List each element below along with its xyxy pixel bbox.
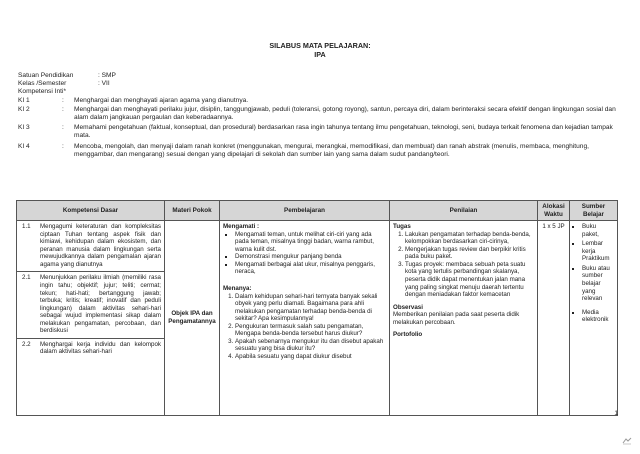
materi-text: Objek IPA dan Pengamatannya (168, 310, 216, 325)
ki-1: KI 1 : Menghargai dan menghayati ajaran agama yang dianutnya. (18, 97, 630, 105)
header-materi-pokok: Materi Pokok (165, 201, 220, 221)
list-item: ▪ Demonstrasi mengukur panjang benda (235, 253, 386, 261)
materi-pokok-cell (165, 221, 220, 416)
ki-code: KI 4 (18, 143, 30, 150)
header-penilaian: Penilaian (390, 201, 538, 221)
list-item: ▪ Buku paket, (582, 223, 614, 238)
satuan-pendidikan-row (18, 72, 116, 80)
ki-text: Memahami pengetahuan (faktual, konseptual, dan prosedural) berdasarkan rasa ingin tahunya tentang ilmu pengetahuan, teknologi, seni, budaya terkait fenomena dan kejadian tampak mata. (74, 124, 613, 140)
kd-item (20, 341, 161, 356)
header-kompetensi-dasar: Kompetensi Dasar (17, 201, 165, 221)
alokasi-waktu-cell (538, 221, 570, 416)
kd-divider (17, 271, 164, 272)
observasi-title: Observasi (393, 303, 423, 311)
header-pembelajaran: Pembelajaran (220, 201, 390, 221)
menanya-list (223, 293, 386, 361)
kompetensi-dasar-cell (17, 221, 165, 416)
ki-2: KI 2 : Menghargai dan menghayati perilaku jujur, disiplin, tanggungjawab, peduli (toleransi, gotong royong), santun, percaya diri, dalam berinteraksi secara efektif dengan lingkungan sosial dan alam dalam jangkauan pergaulan dan keberadaannya. (18, 106, 630, 122)
ki-code: KI 3 (18, 124, 30, 131)
observasi-text: Memberikan penilaian pada saat peserta didik melakukan percobaan. (393, 311, 520, 326)
sumber-belajar-cell (570, 221, 618, 416)
satuan-label: Satuan Pendidikan (18, 72, 74, 79)
list-item: 1. Lakukan pengamatan terhadap benda-benda, kelompokkan berdasarkan ciri-cirinya, (405, 231, 534, 246)
table-header-row (17, 201, 618, 221)
kd-number: 1.1 (22, 223, 31, 230)
ki-text: Menghargai dan menghayati perilaku jujur, disiplin, tanggungjawab, peduli (toleransi, gotong royong), santun, percaya diri, dalam berinteraksi secara efektif dengan lingkungan sosial dan alam dalam jangkauan pergaulan dan keberadaannya. (74, 106, 616, 122)
kd-item (20, 274, 161, 335)
ki-3: KI 3 : Memahami pengetahuan (faktual, konseptual, dan prosedural) berdasarkan rasa ingin tahunya tentang ilmu pengetahuan, teknologi, seni, budaya terkait fenomena dan kejadian tampak mata. (18, 124, 630, 140)
menanya-title: Menanya: (223, 284, 252, 292)
list-item: ▪ Mengamati teman, untuk melihat ciri-ciri yang ada pada teman, misalnya tinggi badan, warna rambut, warna kulit dst. (235, 231, 386, 254)
tugas-list (393, 231, 534, 299)
mengamati-title: Mengamati : (223, 223, 260, 230)
ki-code: KI 1 (18, 97, 30, 104)
sumber-list (573, 223, 614, 324)
satuan-value: : SMP (98, 72, 116, 79)
table-row (17, 221, 618, 416)
penilaian-cell (390, 221, 538, 416)
ki-code: KI 2 (18, 106, 30, 113)
kelas-label: Kelas /Semester (18, 80, 67, 87)
kd-text: Mengagumi keteraturan dan kompleksitas ciptaan Tuhan tentang aspek fisik dan kimiawi, kehidupan dalam ekosistem, dan peranan manusia dalam lingkungan serta mewujudkannya dalam pengamalan ajaran agama yang dianutnya (40, 223, 161, 268)
pembelajaran-cell (220, 221, 390, 416)
kd-divider (17, 338, 164, 339)
kompetensi-inti-heading: Kompetensi Inti* (18, 88, 67, 95)
title-line-1: SILABUS MATA PELAJARAN: (269, 41, 371, 50)
ki-text: Mencoba, mengolah, dan menyaji dalam ranah konkret (menggunakan, mengurai, merangkai, memodifikasi, dan membuat) dan ranah abstrak (menulis, membaca, menghitung, menggambar, dan mengarang) sesuai dengan yang dipelajari di sekolah dan sumber lain yang sama dalam sudut pandang/teori. (74, 143, 589, 159)
page-turn-icon[interactable] (622, 437, 632, 445)
kd-text: Menunjukkan perilaku ilmiah (memiliki rasa ingin tahu; objektif; jujur; teliti; cermat; tekun; hati-hati; bertanggung jawab; terbuka; kritis; kreatif; inovatif dan peduli lingkungan) dalam aktivitas sehari-hari sebagai wujud implementasi sikap dalam melakukan pengamatan, percobaan, dan berdiskusi (40, 274, 161, 335)
kelas-value: : VII (98, 80, 110, 87)
kd-text: Menghargai kerja individu dan kelompok dalam aktivitas sehari-hari (40, 340, 161, 356)
kelas-semester-row (18, 80, 110, 88)
kd-item (20, 223, 161, 268)
header-sumber-belajar: Sumber Belajar (570, 201, 618, 221)
kd-number: 2.1 (22, 274, 31, 282)
list-item: 2. Mengerjakan tugas review dan berpikir kritis pada buku paket. (405, 246, 534, 261)
list-item: 4. Apabila sesuatu yang dapat diukur disebut (235, 353, 386, 361)
header-alokasi-waktu: Alokasi Waktu (538, 201, 570, 221)
title-line-2: IPA (314, 49, 326, 59)
list-item: 3. Tugas proyek: membaca sebuah peta suatu kota yang tertulis perbandingan skalanya, peserta didik dapat menentukan jalan mana yang paling singkat menuju daerah tertentu dengan meniadakan faktor kemacetan (405, 261, 534, 299)
alokasi-text: 1 x 5 JP (542, 223, 565, 230)
list-item: ▪ Buku atau sumber belajar yang relevan (582, 265, 614, 303)
list-item: 3. Apakah sebenarnya mengukur itu dan disebut apakah sesuatu yang bisa diukur itu? (235, 338, 386, 353)
tugas-title: Tugas (393, 223, 411, 230)
list-item: 2. Pengukuran termasuk salah satu pengamatan, Mengapa benda-benda tersebut harus diukur? (235, 323, 386, 338)
ki-text: Menghargai dan menghayati ajaran agama yang dianutnya. (74, 97, 249, 104)
kd-number: 2.2 (22, 340, 31, 348)
list-item: 1. Dalam kehidupan sehari-hari ternyata banyak sekali obyek yang perlu diamati. Bagaimana para ahli melakukan pengamatan terhadap benda-benda di sekitar? Apa kesimpulannya! (235, 293, 386, 323)
silabus-table (16, 200, 618, 416)
portofolio-title: Portofolio (393, 331, 423, 339)
list-item: ▪ Lembar kerja Praktikum (582, 240, 614, 263)
list-item: ▪ Mengamati berbagai alat ukur, misalnya penggaris, neraca, (235, 261, 386, 276)
list-item: ▪ Media elektronik (582, 309, 614, 324)
ki-4: KI 4 : Mencoba, mengolah, dan menyaji dalam ranah konkret (menggunakan, mengurai, merangkai, memodifikasi, dan membuat) dan ranah abstrak (menulis, membaca, menghitung, menggambar, dan mengarang) sesuai dengan yang dipelajari di sekolah dan sumber lain yang sama dalam sudut pandang/teori. (18, 143, 630, 159)
page-number: 1 (614, 410, 618, 417)
mengamati-list (223, 231, 386, 276)
document-title (0, 42, 640, 60)
